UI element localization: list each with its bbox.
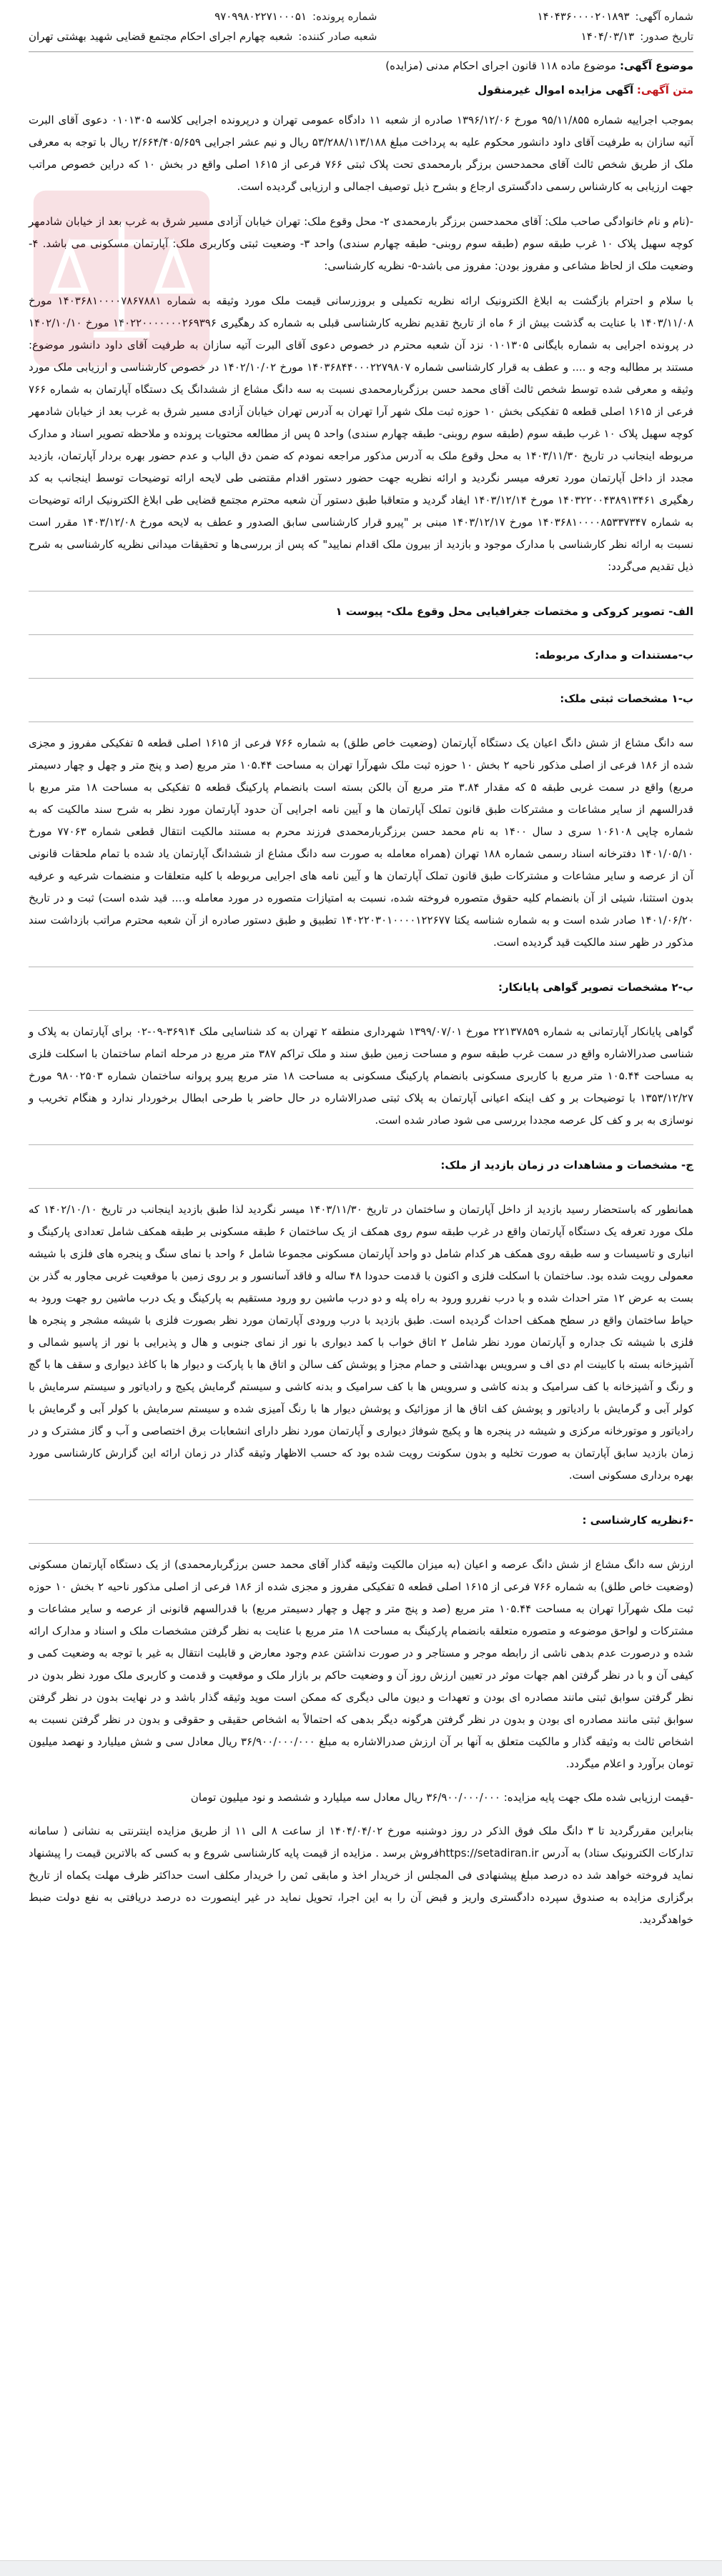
ad-number-label: شماره آگهی: bbox=[635, 10, 693, 23]
issuer-value: شعبه چهارم اجرای احکام مجتمع قضایی شهید بهشتی تهران bbox=[29, 30, 293, 43]
section-nazarie-title: -۶نظریه کارشناسی : bbox=[582, 1514, 693, 1527]
section-alef-title: الف- تصویر کروکی و مختصات جغرافیایی محل وقوع ملک- پیوست ۱ bbox=[335, 605, 693, 618]
case-number-label: شماره پرونده: bbox=[312, 10, 377, 23]
section-be1-text: سه دانگ مشاع از شش دانگ اعیان یک دستگاه آپارتمان (وضعیت خاص طلق) به شماره ۷۶۶ فرعی از ۱۶۱۵ اصلی قطعه ۵ تفکیکی مفروز و مجزی شده از ۱۸۶ فرعی از اصلی مذکور ناحیه ۲ بخش ۱۰ حوزه ثبت ملک شهرآرا تهران به مساحت ۱۰۵.۴۴ متر مربع (صد و پنج متر و چهل و چهار دسیمتر مربع) واقع در سمت غربی طبقه ۵ که مقدار ۳.۸۴ متر مربع آن بالکن بسته است بانضمام پارکینگ قطعه ۵ تفکیکی به مساحت ۱۸ متر مربع با قدرالسهم از سایر مشاعات و مشترکات طبق قانون تملک آپارتمان ها و آیین نامه اجرایی آن حدود آپارتمان مورد نظر به شرح سند مالکیت که به شماره چاپی ۱۰۶۱۰۸ سری د سال ۱۴۰۰ به نام محمد حسن برزگربارمحمدی فرزند محرم به مستند مالکیت انتقال قطعی شماره ۷۷۰۶۳ مورخ ۱۴۰۱/۰۵/۱۰ دفترخانه اسناد رسمی شماره ۱۸۸ تهران (همراه معامله به صورت سه دانگ مشاع از ششدانگ آپارتمان یاد شده با تمام ملحقات قانونی آن از عرصه و سایر مشاعات و مشترکات طبق قانون تملک آپارتمان ها و آیین نامه های اجرایی مربوطه با کلیه متعلقات و منضمات شرعیه و عرفیه بدون استثنا، شیئی از آن بانضمام کلیه حقوق متصوره فروخته شده، نسبت به امتیازات متصوره در مورد معامله و.... قید شده است) ثبت و در تاریخ ۱۴۰۱/۰۶/۲۰ صادر شده است و به شماره شناسه یکتا ۱۴۰۲۲۰۳۰۱۰۰۰۰۱۲۲۶۷۷ تطبیق و طبق دستور صادره از آن شعبه محترم مراتب بازداشت سند مذکور در ظهر سند مالکیت قید گردیده است. bbox=[29, 737, 694, 949]
expert-paragraph: با سلام و احترام بازگشت به ابلاغ الکترونیک ارائه نظریه تکمیلی و بروزرسانی قیمت ملک مورد وثیقه به شماره ۱۴۰۳۶۸۱۰۰۰۰۷۸۶۷۸۸۱ مورخ ۱۴۰۳/۱۱/۰۸ با عنایت به گذشت بیش از ۶ ماه از تاریخ تقدیم نظریه کارشناسی قبلی به شماره کد رهگیری ۱۴۰۲۲۰۰۰۰۰۰۰۲۶۹۳۹۶ مورخ ۱۴۰۲/۱۰/۱۰ در پرونده اجرایی به شماره بایگانی ۰۱۰۱۳۰۵ نزد آن شعبه محترم در خصوص دعوی آقای البرت آتیه سازان به طرفیت آقای داود دانشور موضوع: مستند بر مطالبه وجه و .... و عطف به قرار کارشناسی شماره ۱۴۰۳۶۸۴۴۰۰۰۲۲۷۹۸۰۷ مورخ ۱۴۰۲/۱۰/۰۲ در خصوص کارشناسی و ارزیابی ملک مورد وثیقه و معرفی شده توسط شخص ثالث آقای محمد حسن برزگربارمحمدی نسبت به سه دانگ مشاع از ششدانگ یک دستگاه آپارتمان به شماره ۷۶۶ فرعی از ۱۶۱۵ اصلی قطعه ۵ تفکیکی بخش ۱۰ حوزه ثبت ملک شهر آرا تهران به آدرس تهران خیابان آزادی مسیر شرق به غرب بعد از خیابان شادمهر کوچه سهیل پلاک ۱۰ غرب طبقه سوم (طبقه سوم روبنی- طبقه چهارم سندی) واحد ۵ پس از مطالعه محتویات پرونده و ملاحظه تصویر اسناد و مدارک مربوطه اینجانب در تاریخ ۱۴۰۳/۱۱/۳۰ به محل وقوع ملک به آدرس مذکور مراجعه نمودم که ضمن دق الباب و عدم حضور بهره بردار آپارتمان، بازدید مجدد از داخل آپارتمان مورد تعرفه میسر نگردید و ارائه نظریه جهت حضور دستور اقدام مقتضی طی لایحه ارائه توضیحات توسط اینجانب به کد رهگیری ۱۴۰۳۲۲۰۰۴۳۸۹۱۳۴۶۱ مورخ ۱۴۰۳/۱۲/۱۴ ایفاد گردید و متعاقبا طبق دستور آن شعبه محترم مجتمع قضایی طی ابلاغ الکترونیک ارائه توضیحات به شماره ۱۴۰۳۶۸۱۰۰۰۰۸۵۳۳۷۳۴۷ مورخ ۱۴۰۳/۱۲/۱۷ مبنی بر "پیرو قرار کارشناسی سابق الصدور و عطف به لایحه مورخ ۱۴۰۳/۱۲/۰۸ مقرر است نسبت به ارائه نظر کارشناسی با مدارک موجود و بازدید از بیرون ملک اقدام نمایید" که پس از بررسی‌ها و تحقیقات میدانی نظریه کارشناسی به شرح ذیل تقدیم می‌گردد: bbox=[29, 294, 694, 573]
issue-date-value: ۱۴۰۴/۰۳/۱۳ bbox=[580, 30, 635, 43]
section-divider bbox=[29, 634, 693, 635]
section-je-text: همانطور که باستحضار رسید بازدید از داخل آپارتمان و ساختمان در تاریخ ۱۴۰۳/۱۱/۳۰ میسر نگردید لذا طبق بازدید اینجانب در تاریخ ۱۴۰۲/۱۰/۱۰ که ملک مورد تعرفه یک دستگاه آپارتمان واقع در غرب طبقه سوم روی همکف از یک ساختمان ۶ طبقه مسکونی بر طبقه همکف شامل تعدادی پارکینگ و انباری و تاسیسات و سه طبقه روی همکف هر کدام شامل دو واحد آپارتمان مسکونی مجموعا شامل ۶ واحد با نمای سنگ و پنجره های فلزی با شیشه معمولی رویت شده بود. ساختمان با اسکلت فلزی و اکنون با قدمت حدودا ۴۸ ساله و فاقد آسانسور و بر روی زمین با موقعیت غربی مجاور به گذر بن بست به عرض ۱۲ متر احداث شده و با درب نفررو ورود به راه پله و دو درب ماشین رو ورود مستقیم به پارکینگ و یک درب ماشین رو جهت ورود به حیاط ساختمان واقع در سطح همکف احداث گردیده است. طبق بازدید با درب ورودی آپارتمان مورد نظر بصورت فلزی با شیشه مشجر و پنجره ها فلزی با شیشه تک جداره و آپارتمان مورد نظر شامل ۲ اتاق خواب با کمد دیواری با نور از نمای جنوبی و هال و پذیرایی با نور از پاسیو شمالی و آشپزخانه بسته با کابینت ام دی اف و سرویس بهداشتی و حمام مجزا و پوشش کف سالن و اتاق ها با پارکت و دیوار ها با کاغذ دیواری و سقف ها با گچ و رنگ و آشپزخانه با کف سرامیک و بدنه کاشی و سرویس ها با کف سرامیک و بدنه کاشی و سیستم گرمایش پکیج و رادیاتور و سیستم سرمایش با کولر آبی و گرمایش با رادیاتور و پوشش کف اتاق ها از موزائیک و پوشش دیوار ها با رنگ آمیزی شده و سیستم سرمایش با کولر آبی و گرمایش با رادیاتور و موتورخانه مرکزی و شیشه در پنجره ها و پکیج شوفاژ دیواری و آپارتمان مورد نظر دارای انشعابات برق اختصاصی و آب و گاز مشترک و در زمان بازدید سابق آپارتمان به صورت تخلیه و بدون سکونت رویت شده بود که حسب الاظهار وثیقه گذار در زمان ارائه این گزارش کارشناسی مورد بهره برداری مسکونی است. bbox=[29, 1203, 694, 1482]
section-divider bbox=[29, 1144, 693, 1145]
ad-text-title: آگهی مزایده اموال غیرمنقول bbox=[478, 84, 634, 96]
base-price-line: -قیمت ارزیابی شده ملک جهت پایه مزایده: ۳۶/۹۰۰/۰۰۰/۰۰۰ ریال معادل سه میلیارد و ششصد و نود میلیون تومان bbox=[190, 1791, 693, 1804]
issuer-row bbox=[29, 30, 377, 43]
section-divider bbox=[29, 1543, 693, 1544]
case-number-value: ۹۷۰۹۹۸۰۲۲۷۱۰۰۰۵۱ bbox=[214, 10, 307, 23]
case-number-row bbox=[29, 10, 377, 23]
issue-date-row bbox=[538, 30, 693, 43]
ad-header bbox=[29, 0, 693, 43]
page-footer-bar bbox=[0, 2560, 722, 2576]
header-separator bbox=[29, 51, 693, 52]
section-je-title: ج- مشخصات و مشاهدات در زمان بازدید از ملک: bbox=[440, 1159, 693, 1172]
section-divider bbox=[29, 1499, 693, 1500]
issue-date-label: تاریخ صدور: bbox=[640, 30, 693, 43]
ad-number-value: ۱۴۰۴۳۶۰۰۰۰۲۰۱۸۹۳ bbox=[537, 10, 630, 23]
ad-text-label: متن آگهی: bbox=[636, 84, 693, 96]
section-divider bbox=[29, 678, 693, 679]
section-be1-title: ب-۱ مشخصات ثبتی ملک: bbox=[560, 692, 693, 705]
section-divider bbox=[29, 1188, 693, 1189]
section-be2-title: ب-۲ مشخصات تصویر گواهی پایانکار: bbox=[498, 981, 693, 994]
header-right-col bbox=[538, 10, 693, 43]
subject-label: موضوع آگهی: bbox=[619, 59, 693, 72]
parties-paragraph: -(نام و نام خانوادگی صاحب ملک: آقای محمدحسن برزگر بارمحمدی ۲- محل وقوع ملک: تهران خیابان آزادی مسیر شرق به غرب بعد از خیابان شادمهر کوچه سهیل پلاک ۱۰ غرب طبقه سوم (طبقه سوم روبنی- طبقه چهارم سندی) واحد ۳- وضعیت ثبتی وکاربری ملک: آپارتمان مسکونی می باشد. ۴- وضعیت ملک از لحاظ مشاعی و مفروز بودن: مفروز می باشد-۵- نظریه کارشناسی: bbox=[29, 215, 694, 272]
ad-number-row bbox=[538, 10, 693, 23]
intro-paragraph: بموجب اجراییه شماره ۹۵/۱۱/۸۵۵ مورخ ۱۳۹۶/۱۲/۰۶ صادره از شعبه ۱۱ دادگاه عمومی تهران و درپرونده اجرایی کلاسه ۰۱۰۱۳۰۵ دعوی آقای البرت آتیه سازان به طرفیت آقای داود دانشور محکوم علیه به پرداخت مبلغ ۵۳/۲۸۸/۱۱۳/۱۸۸ ریال و نیم عشر اجرایی ۲/۶۶۴/۴۰۵/۶۵۹ ریال با توجه به معرفی ملک از طریق شخص ثالث آقای محمدحسن برزگر بارمحمدی تحت پلاک ثبتی ۷۶۶ فرعی از ۱۶۱۵ اصلی واقع در بخش ۱۰ که دراین خصوص مراتب جهت ارزیابی به کارشناس رسمی دادگستری ارجاع و بشرح ذیل توصیف اجمالی و ارزیابی گردیده است. bbox=[29, 114, 694, 193]
section-nazarie-text: ارزش سه دانگ مشاع از شش دانگ عرصه و اعیان (به میزان مالکیت وثیقه گذار آقای محمد حسن برزگربارمحمدی) از یک دستگاه آپارتمان مسکونی (وضعیت خاص طلق) به شماره ۷۶۶ فرعی از ۱۶۱۵ اصلی قطعه ۵ تفکیکی مفروز و مجزی شده از ۱۸۶ فرعی از اصلی مذکور ناحیه ۲ بخش ۱۰ حوزه ثبت ملک شهرآرا تهران به مساحت ۱۰۵.۴۴ متر مربع (صد و پنج متر و چهل و چهار دسیمتر مربع) با قدرالسهم قانونی از عرصه و سایر مشاعات و مشترکات و لواحق موضوعه و متصوره متعلقه بانضمام پارکینگ به مساحت ۱۸ متر مربع با عنایت به نظر گرفتن مشخصات ملک و اسناد و مدارک ارائه شده و درصورت عدم بدهی ناشی از رابطه موجر و مستاجر و در صورت نداشتن عدم وجود معارض و قابلیت انتقال به غیر با توجه به وضعیت کمی و کیفی آن و با در نظر گرفتن اهم جهات موثر در تعیین ارزش روز آن و وضعیت حاکم بر بازار ملک و موقعیت و قدمت و کاربری ملک مورد نظر بدون در نظر گرفتن سوابق ثبتی مانند مصادره ای بودن و تعهدات و دیون مالی دیگری که ممکن است موید وثیقه گذار باشد و در نهایت بدون در نظر گرفتن سوابق ثبتی مانند مصادره ای بودن و بدون در نظر گرفتن هرگونه دیگر بدهی که احتمالاً به اشخاص حقیقی و حقوقی و بدون در نظر گرفتن نسبت به اشخاص ثالث به وثیقه گذار و مالکیت متعلق به آنها بر آن ارزش صدرالاشاره به مبلغ ۳۶/۹۰۰/۰۰۰/۰۰۰ ریال معادل سی و شش میلیارد و نهصد میلیون تومان برآورد و اعلام میگردد. bbox=[29, 1558, 694, 1770]
ad-text-row bbox=[29, 84, 693, 96]
section-divider bbox=[29, 1010, 693, 1011]
section-be2-text: گواهی پایانکار آپارتمانی به شماره ۲۲۱۳۷۸۵۹ مورخ ۱۳۹۹/۰۷/۰۱ شهرداری منطقه ۲ تهران به کد شناسایی ملک ۳۶۹۱۴-۰۹-۰۲ برای آپارتمان به پلاک و شناسی صدرالاشاره واقع در سمت غرب طبقه سوم و مساحت زمین طبق سند و ملک تراکم ۳۸۷ متر مربع در مرحله اتمام ساختمان با اسکلت فلزی به مساحت ۱۰۵.۴۴ متر مربع با کاربری مسکونی بانضمام پارکینگ مسکونی به مساحت ۱۸ متر مربع پیرو پروانه ساختمان شماره ۹۸۰۰۲۵۰۳ مورخ ۱۳۵۳/۱۲/۲۷ با توضیحات بر و کف اینکه اعیانی آپارتمان به پلاک ثبتی صدرالاشاره در حال حاضر با طرحی ابطال برخوردار ندارد و هنگام تخریب و نوسازی به بر و کف کل عرصه مجددا بررسی می شود صادر شده است. bbox=[29, 1025, 694, 1127]
issuer-label: شعبه صادر کننده: bbox=[298, 30, 377, 43]
header-left-col bbox=[29, 10, 377, 43]
subject-value: موضوع ماده ۱۱۸ قانون اجرای احکام مدنی (مزایده) bbox=[385, 59, 616, 72]
subject-row bbox=[29, 59, 693, 72]
section-be-title: ب-مستندات و مدارک مربوطه: bbox=[535, 649, 693, 662]
auction-terms-paragraph: بنابراین مقررگردید تا ۳ دانگ ملک فوق الذکر در روز دوشنبه مورخ ۱۴۰۴/۰۴/۰۲ از ساعت ۸ الی ۱۱ از طریق مزایده اینترنتی به نشانی ( سامانه تدارکات الکترونیک ستاد) به آدرس https://setadiran.irفروش برسد . مزایده از قیمت پایه کارشناسی شروع و به کسی که بالاترین قیمت را پیشنهاد نماید فروخته خواهد شد ده درصد مبلغ پیشنهادی فی المجلس از خریدار اخذ و مابقی ثمن را خریدار مکلف است حداکثر ظرف مهلت یکماه از تاریخ برگزاری مزایده به صندوق سپرده دادگستری واریز و قبض آن را به این اجرا، تحویل نماید در غیر اینصورت ده درصد دریافتی به نفع دولت ضبط خواهدگردید. bbox=[29, 1824, 693, 1926]
